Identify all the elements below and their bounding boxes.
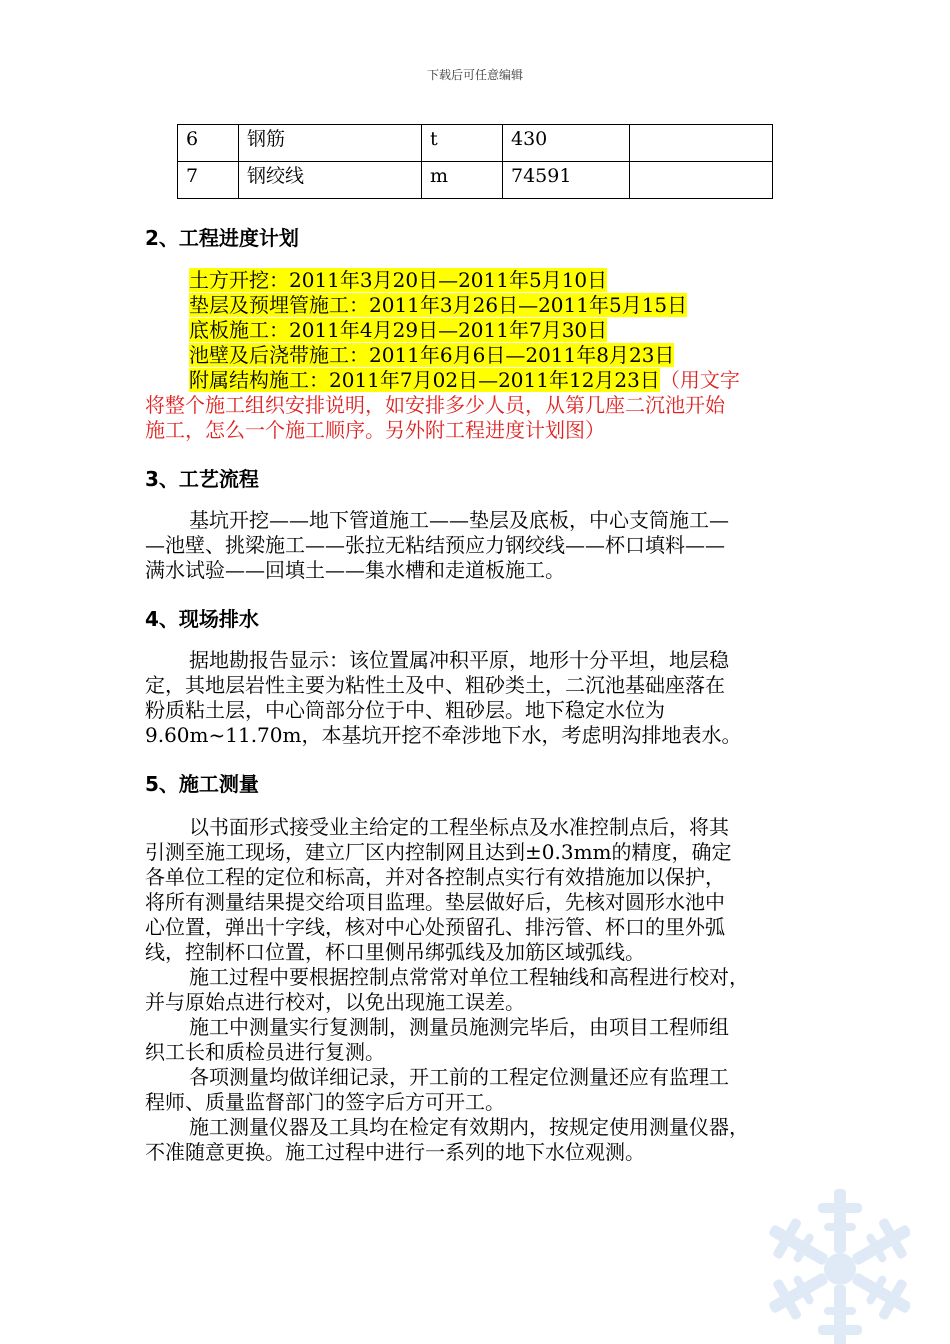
snowflake-watermark-icon (740, 1174, 910, 1344)
section-title: 现场排水 (178, 607, 259, 631)
text-line: 粉质粘土层，中心筒部分位于中、粗砂层。地下稳定水位为 (145, 698, 665, 722)
table-cell (630, 125, 773, 162)
table-cell: 钢绞线 (239, 162, 422, 199)
section-title: 工程进度计划 (178, 226, 299, 250)
section-heading-3 (145, 463, 259, 492)
section-number: 4、 (145, 607, 179, 631)
section-title: 工艺流程 (178, 467, 259, 491)
editor-note: 施工，怎么一个施工顺序。另外附工程进度计划图） (145, 418, 605, 442)
schedule-item: 垫层及预埋管施工：2011年3月26日—2011年5月15日 (189, 293, 688, 317)
text-line: 织工长和质检员进行复测。 (145, 1040, 385, 1064)
text-line: 基坑开挖——地下管道施工——垫层及底板，中心支筒施工— (189, 508, 729, 532)
schedule-paragraph (145, 268, 807, 443)
section-number: 5、 (145, 772, 179, 796)
text-line: 各单位工程的定位和标高，并对各控制点实行有效措施加以保护， (145, 865, 725, 889)
section-number: 2、 (145, 226, 179, 250)
table-cell: m (422, 162, 503, 199)
table-cell: 7 (178, 162, 239, 199)
text-line: 施工中测量实行复测制，测量员施测完毕后，由项目工程师组 (189, 1015, 729, 1039)
text-line: 将所有测量结果提交给项目监理。垫层做好后，先核对圆形水池中 (145, 890, 725, 914)
table-cell (630, 162, 773, 199)
text-line: 并与原始点进行校对，以免出现施工误差。 (145, 990, 525, 1014)
text-line: 引测至施工现场，建立厂区内控制网且达到±0.3mm的精度，确定 (145, 840, 732, 864)
text-line: 9.60m~11.70m，本基坑开挖不牵涉地下水，考虑明沟排地表水。 (145, 723, 742, 747)
editor-note: （用文字 (659, 368, 740, 392)
text-line: 以书面形式接受业主给定的工程坐标点及水准控制点后，将其 (189, 815, 729, 839)
text-line: 施工过程中要根据控制点常常对单位工程轴线和高程进行校对， (189, 965, 749, 989)
schedule-item: 土方开挖：2011年3月20日—2011年5月10日 (189, 268, 608, 292)
text-line: 据地勘报告显示：该位置属冲积平原，地形十分平坦，地层稳 (189, 648, 729, 672)
text-line: 施工测量仪器及工具均在检定有效期内，按规定使用测量仪器， (189, 1115, 749, 1139)
table-cell: 74591 (503, 162, 630, 199)
table-cell: 钢筋 (239, 125, 422, 162)
materials-table (177, 124, 773, 199)
drainage-paragraph (145, 648, 807, 748)
table-cell: 6 (178, 125, 239, 162)
table-cell: t (422, 125, 503, 162)
schedule-item: 底板施工：2011年4月29日—2011年7月30日 (189, 318, 608, 342)
text-line: 线，控制杯口位置，杯口里侧吊绑弧线及加筋区域弧线。 (145, 940, 645, 964)
section-heading-5 (145, 768, 259, 797)
text-line: 不准随意更换。施工过程中进行一系列的地下水位观测。 (145, 1140, 645, 1164)
text-line: 心位置，弹出十字线，核对中心处预留孔、排污管、杯口的里外弧 (145, 915, 725, 939)
text-line: 各项测量均做详细记录，开工前的工程定位测量还应有监理工 (189, 1065, 729, 1089)
section-heading-4 (145, 603, 259, 632)
section-heading-2 (145, 222, 299, 251)
section-number: 3、 (145, 467, 179, 491)
process-paragraph (145, 508, 807, 583)
editor-note: 将整个施工组织安排说明，如安排多少人员，从第几座二沉池开始 (145, 393, 725, 417)
header-note: 下载后可任意编辑 (426, 68, 523, 82)
table-row (178, 125, 773, 162)
schedule-item: 附属结构施工：2011年7月02日—2011年12月23日 (189, 368, 660, 392)
table-cell: 430 (503, 125, 630, 162)
survey-paragraph (145, 815, 807, 1165)
section-title: 施工测量 (178, 772, 259, 796)
schedule-item: 池壁及后浇带施工：2011年6月6日—2011年8月23日 (189, 343, 675, 367)
table-row (178, 162, 773, 199)
text-line: —池壁、挑梁施工——张拉无粘结预应力钢绞线——杯口填料—— (145, 533, 725, 557)
text-line: 定，其地层岩性主要为粘性土及中、粗砂类土，二沉池基础座落在 (145, 673, 725, 697)
text-line: 满水试验——回填土——集水槽和走道板施工。 (145, 558, 565, 582)
text-line: 程师、质量监督部门的签字后方可开工。 (145, 1090, 505, 1114)
